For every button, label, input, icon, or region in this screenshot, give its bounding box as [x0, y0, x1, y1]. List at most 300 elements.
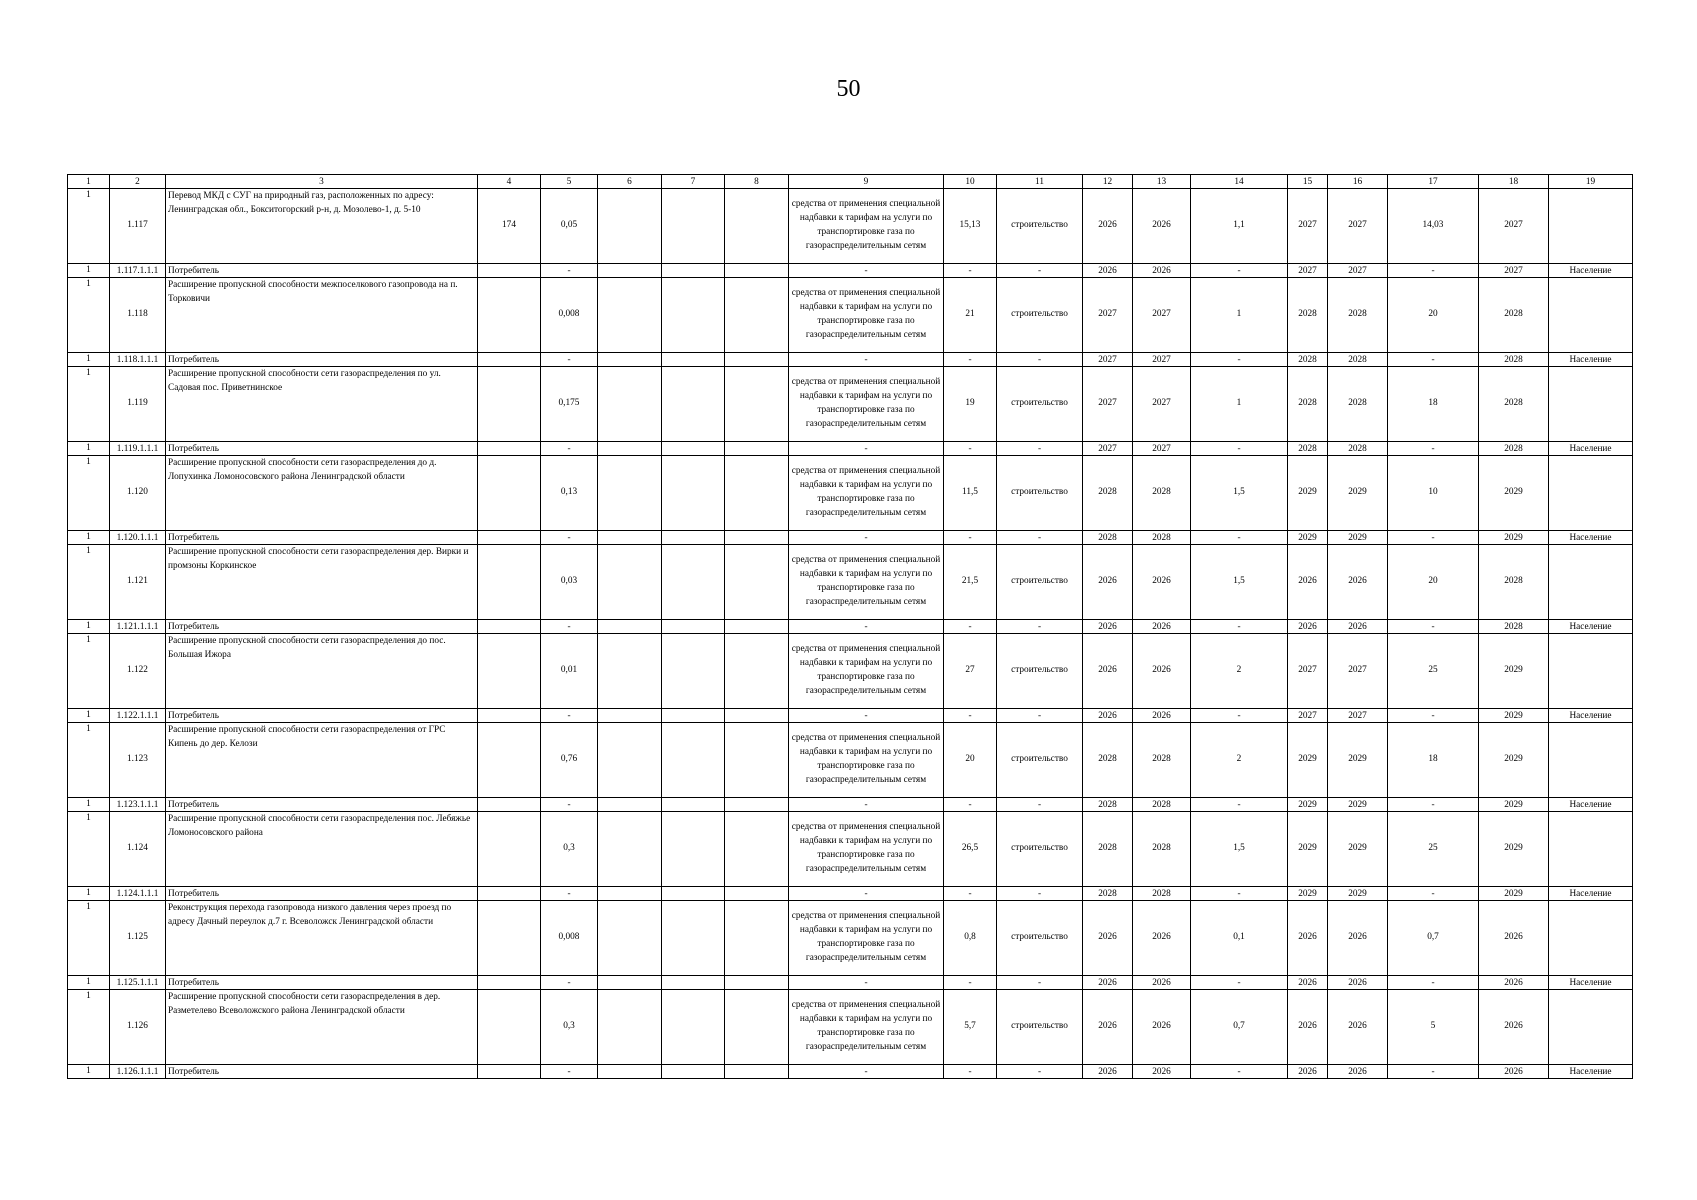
table-cell: -	[789, 887, 944, 901]
table-cell	[478, 278, 541, 353]
table-cell: -	[1388, 264, 1479, 278]
table-cell: 1	[68, 901, 110, 976]
table-cell	[725, 531, 789, 545]
table-cell: -	[541, 620, 598, 634]
table-cell: Население	[1549, 1065, 1633, 1079]
table-cell: -	[1388, 798, 1479, 812]
table-cell: 1,1	[1191, 189, 1288, 264]
table-cell	[725, 189, 789, 264]
table-cell	[478, 634, 541, 709]
table-cell	[598, 634, 662, 709]
table-cell: 2029	[1328, 456, 1388, 531]
table-cell: 27	[944, 634, 997, 709]
table-cell: -	[1388, 887, 1479, 901]
table-row	[68, 367, 1633, 442]
table-cell	[478, 456, 541, 531]
table-cell: 2029	[1479, 709, 1549, 723]
table-cell: 2028	[1083, 723, 1133, 798]
table-cell: 2	[1191, 723, 1288, 798]
table-cell: -	[789, 442, 944, 456]
column-header-14: 14	[1191, 175, 1288, 189]
table-cell: 2029	[1328, 723, 1388, 798]
table-cell	[662, 723, 725, 798]
table-cell: 0,76	[541, 723, 598, 798]
table-cell: 18	[1388, 723, 1479, 798]
table-cell	[598, 976, 662, 990]
table-cell	[662, 1065, 725, 1079]
column-header-19: 19	[1549, 175, 1633, 189]
table-cell: -	[1191, 1065, 1288, 1079]
table-row	[68, 545, 1633, 620]
table-cell: 26,5	[944, 812, 997, 887]
table-cell: -	[1191, 264, 1288, 278]
table-cell	[598, 887, 662, 901]
table-cell: Потребитель	[166, 1065, 478, 1079]
table-cell	[662, 887, 725, 901]
column-header-6: 6	[598, 175, 662, 189]
table-cell: 2029	[1479, 723, 1549, 798]
table-cell: -	[944, 264, 997, 278]
table-cell: 2026	[1083, 901, 1133, 976]
table-cell	[1549, 812, 1633, 887]
table-cell: строительство	[997, 367, 1083, 442]
table-cell: 1.122	[110, 634, 166, 709]
table-cell: 2026	[1133, 709, 1191, 723]
table-cell: 2027	[1328, 264, 1388, 278]
table-cell: 0,03	[541, 545, 598, 620]
table-cell: -	[1191, 976, 1288, 990]
table-cell: Расширение пропускной способности сети газораспределения по ул. Садовая пос. Приветнинское	[166, 367, 478, 442]
table-cell	[662, 278, 725, 353]
table-cell	[1549, 545, 1633, 620]
table-row	[68, 189, 1633, 264]
table-cell: -	[1388, 531, 1479, 545]
table-cell	[662, 456, 725, 531]
table-cell: Потребитель	[166, 709, 478, 723]
table-cell: 2027	[1479, 189, 1549, 264]
table-cell: 2028	[1083, 798, 1133, 812]
table-cell	[662, 634, 725, 709]
table-cell	[725, 976, 789, 990]
table-cell: 2026	[1328, 990, 1388, 1065]
column-header-12: 12	[1083, 175, 1133, 189]
table-cell: Расширение пропускной способности межпоселкового газопровода на п. Торковичи	[166, 278, 478, 353]
table-cell: 1	[68, 278, 110, 353]
table-cell: строительство	[997, 723, 1083, 798]
table-cell: 2026	[1288, 1065, 1328, 1079]
table-cell	[725, 798, 789, 812]
table-cell: -	[789, 264, 944, 278]
table-cell: 20	[944, 723, 997, 798]
table-cell: -	[789, 798, 944, 812]
table-cell	[662, 189, 725, 264]
table-cell: -	[541, 1065, 598, 1079]
table-cell: 1	[68, 812, 110, 887]
table-cell: -	[789, 620, 944, 634]
table-cell: Население	[1549, 709, 1633, 723]
table-cell: 15,13	[944, 189, 997, 264]
table-cell	[478, 531, 541, 545]
table-cell: 2026	[1328, 620, 1388, 634]
table-cell: 2028	[1328, 367, 1388, 442]
table-cell: -	[541, 353, 598, 367]
table-cell: 0,05	[541, 189, 598, 264]
table-cell: -	[944, 798, 997, 812]
table-cell: 0,008	[541, 278, 598, 353]
column-header-16: 16	[1328, 175, 1388, 189]
table-cell	[662, 990, 725, 1065]
table-cell: строительство	[997, 189, 1083, 264]
table-cell: средства от применения специальной надбавки к тарифам на услуги по транспортировке газа по газораспределительным сетям	[789, 456, 944, 531]
table-cell: 2029	[1328, 798, 1388, 812]
column-header-9: 9	[789, 175, 944, 189]
table-cell: 2028	[1328, 278, 1388, 353]
table-cell: 2026	[1133, 264, 1191, 278]
table-cell: -	[997, 620, 1083, 634]
column-header-11: 11	[997, 175, 1083, 189]
table-cell: 2026	[1328, 1065, 1388, 1079]
table-subrow	[68, 353, 1633, 367]
table-cell: 2027	[1083, 353, 1133, 367]
table-cell: 14,03	[1388, 189, 1479, 264]
table-cell: 2027	[1133, 353, 1191, 367]
table-cell	[662, 442, 725, 456]
table-cell: строительство	[997, 278, 1083, 353]
table-cell	[598, 353, 662, 367]
table-cell: 2026	[1288, 620, 1328, 634]
table-cell: 2026	[1479, 1065, 1549, 1079]
table-row	[68, 278, 1633, 353]
table-cell: Расширение пропускной способности сети газораспределения до пос. Большая Ижора	[166, 634, 478, 709]
table-cell: 1	[1191, 367, 1288, 442]
table-cell: Потребитель	[166, 887, 478, 901]
table-cell	[725, 353, 789, 367]
investment-table	[67, 174, 1633, 1079]
table-cell	[478, 620, 541, 634]
table-cell: 18	[1388, 367, 1479, 442]
table-cell: 2027	[1083, 442, 1133, 456]
table-cell: -	[1191, 887, 1288, 901]
table-subrow	[68, 531, 1633, 545]
table-cell: 2027	[1288, 634, 1328, 709]
table-cell: Население	[1549, 531, 1633, 545]
table-cell: Расширение пропускной способности сети газораспределения от ГРС Кипень до дер. Келози	[166, 723, 478, 798]
table-cell: 2027	[1328, 189, 1388, 264]
table-cell: 2026	[1133, 990, 1191, 1065]
table-cell: 0,01	[541, 634, 598, 709]
table-cell: 2029	[1288, 812, 1328, 887]
table-cell: 1	[68, 1065, 110, 1079]
table-cell: 0,008	[541, 901, 598, 976]
column-header-18: 18	[1479, 175, 1549, 189]
table-subrow	[68, 709, 1633, 723]
table-cell: -	[1388, 353, 1479, 367]
table-cell: 21	[944, 278, 997, 353]
table-cell: -	[541, 264, 598, 278]
table-cell	[1549, 367, 1633, 442]
table-cell: -	[944, 353, 997, 367]
table-cell: 1.125	[110, 901, 166, 976]
table-cell	[725, 278, 789, 353]
table-cell: 2028	[1479, 278, 1549, 353]
table-cell: 2028	[1288, 353, 1328, 367]
table-cell: 2028	[1083, 887, 1133, 901]
table-cell: 1	[68, 709, 110, 723]
column-header-2: 2	[110, 175, 166, 189]
table-cell: 2029	[1479, 531, 1549, 545]
table-cell: 1,5	[1191, 545, 1288, 620]
table-cell	[662, 264, 725, 278]
table-cell	[1549, 901, 1633, 976]
table-cell: средства от применения специальной надбавки к тарифам на услуги по транспортировке газа по газораспределительным сетям	[789, 634, 944, 709]
table-cell	[598, 456, 662, 531]
table-cell: -	[944, 531, 997, 545]
table-cell: 2028	[1083, 531, 1133, 545]
table-cell: 2027	[1328, 709, 1388, 723]
table-cell: -	[997, 353, 1083, 367]
table-cell: 1.118.1.1.1	[110, 353, 166, 367]
column-header-17: 17	[1388, 175, 1479, 189]
table-cell: 2029	[1288, 887, 1328, 901]
table-cell: 1.122.1.1.1	[110, 709, 166, 723]
table-cell: Население	[1549, 442, 1633, 456]
table-cell: -	[944, 1065, 997, 1079]
table-cell: 1	[68, 264, 110, 278]
table-cell	[478, 901, 541, 976]
table-cell: 2029	[1479, 887, 1549, 901]
table-cell: Потребитель	[166, 353, 478, 367]
table-cell: -	[997, 442, 1083, 456]
table-cell	[478, 976, 541, 990]
table-cell: 2026	[1328, 901, 1388, 976]
table-cell: строительство	[997, 456, 1083, 531]
table-cell: 1.120.1.1.1	[110, 531, 166, 545]
column-header-15: 15	[1288, 175, 1328, 189]
table-cell: 2028	[1083, 812, 1133, 887]
table-cell	[598, 531, 662, 545]
table-cell	[725, 990, 789, 1065]
table-cell: -	[1191, 798, 1288, 812]
table-cell: 0,8	[944, 901, 997, 976]
table-cell	[1549, 634, 1633, 709]
table-cell: 2028	[1133, 531, 1191, 545]
table-row	[68, 901, 1633, 976]
table-cell	[478, 264, 541, 278]
table-cell: 2029	[1288, 531, 1328, 545]
table-cell: 1.126	[110, 990, 166, 1065]
table-cell: -	[541, 976, 598, 990]
table-cell: 2029	[1479, 456, 1549, 531]
table-cell	[662, 798, 725, 812]
table-cell	[1549, 456, 1633, 531]
table-cell: 2026	[1288, 901, 1328, 976]
table-row	[68, 634, 1633, 709]
table-subrow	[68, 887, 1633, 901]
table-cell: Потребитель	[166, 798, 478, 812]
table-cell: 1	[68, 976, 110, 990]
table-cell	[1549, 189, 1633, 264]
table-cell: Население	[1549, 620, 1633, 634]
table-cell: -	[789, 353, 944, 367]
table-cell: 2026	[1328, 545, 1388, 620]
table-cell: 2026	[1479, 976, 1549, 990]
column-header-5: 5	[541, 175, 598, 189]
table-cell: 20	[1388, 278, 1479, 353]
table-cell: 11,5	[944, 456, 997, 531]
table-cell: 1.123	[110, 723, 166, 798]
table-row	[68, 456, 1633, 531]
table-cell: 5,7	[944, 990, 997, 1065]
table-cell: средства от применения специальной надбавки к тарифам на услуги по транспортировке газа по газораспределительным сетям	[789, 367, 944, 442]
table-cell: Расширение пропускной способности сети газораспределения пос. Лебяжье Ломоносовского района	[166, 812, 478, 887]
column-header-7: 7	[662, 175, 725, 189]
table-cell	[725, 442, 789, 456]
table-cell	[662, 812, 725, 887]
table-cell	[598, 812, 662, 887]
table-cell: 2027	[1288, 264, 1328, 278]
table-cell	[1549, 723, 1633, 798]
table-cell: 2029	[1328, 812, 1388, 887]
table-cell: -	[789, 1065, 944, 1079]
table-cell: 2028	[1479, 353, 1549, 367]
table-cell: 2027	[1083, 278, 1133, 353]
table-row	[68, 812, 1633, 887]
table-body	[68, 175, 1633, 1079]
table-cell: 2029	[1479, 798, 1549, 812]
table-cell: -	[1388, 1065, 1479, 1079]
table-cell: 2029	[1479, 812, 1549, 887]
table-cell: 1.118	[110, 278, 166, 353]
table-cell	[662, 976, 725, 990]
table-cell: -	[1191, 353, 1288, 367]
table-cell: 2027	[1133, 367, 1191, 442]
table-cell: -	[997, 531, 1083, 545]
table-cell: 2026	[1083, 264, 1133, 278]
table-cell: 1.124.1.1.1	[110, 887, 166, 901]
table-cell: строительство	[997, 545, 1083, 620]
table-cell: 1	[68, 442, 110, 456]
table-cell	[478, 798, 541, 812]
table-cell: 2026	[1083, 709, 1133, 723]
table-subrow	[68, 620, 1633, 634]
table-cell: средства от применения специальной надбавки к тарифам на услуги по транспортировке газа по газораспределительным сетям	[789, 278, 944, 353]
table-cell: 21,5	[944, 545, 997, 620]
table-cell: -	[1388, 442, 1479, 456]
table-cell	[478, 1065, 541, 1079]
table-cell: 1.126.1.1.1	[110, 1065, 166, 1079]
table-cell: 1	[1191, 278, 1288, 353]
table-cell: 2026	[1083, 1065, 1133, 1079]
table-cell: 1	[68, 353, 110, 367]
table-cell: -	[1388, 709, 1479, 723]
table-cell: 2026	[1288, 976, 1328, 990]
table-cell: -	[1191, 620, 1288, 634]
table-cell: -	[789, 976, 944, 990]
column-header-8: 8	[725, 175, 789, 189]
table-cell	[478, 990, 541, 1065]
table-cell: -	[944, 442, 997, 456]
table-cell	[662, 531, 725, 545]
table-cell	[598, 189, 662, 264]
table-cell: Потребитель	[166, 620, 478, 634]
table-cell: 2027	[1083, 367, 1133, 442]
table-cell: 2029	[1328, 887, 1388, 901]
table-cell: средства от применения специальной надбавки к тарифам на услуги по транспортировке газа по газораспределительным сетям	[789, 723, 944, 798]
column-header-1: 1	[68, 175, 110, 189]
table-cell: -	[997, 709, 1083, 723]
table-cell	[725, 1065, 789, 1079]
table-cell: 1.119	[110, 367, 166, 442]
table-cell: 2028	[1288, 442, 1328, 456]
table-cell: 2028	[1328, 353, 1388, 367]
table-cell: 1,5	[1191, 812, 1288, 887]
table-cell: Население	[1549, 976, 1633, 990]
table-cell: 1	[68, 887, 110, 901]
table-subrow	[68, 1065, 1633, 1079]
table-row	[68, 990, 1633, 1065]
table-row	[68, 723, 1633, 798]
table-cell: 2026	[1133, 1065, 1191, 1079]
table-cell	[1549, 990, 1633, 1065]
table-cell: -	[789, 531, 944, 545]
table-cell: 20	[1388, 545, 1479, 620]
table-cell	[598, 620, 662, 634]
table-cell: 0,7	[1388, 901, 1479, 976]
table-subrow	[68, 442, 1633, 456]
table-cell: 19	[944, 367, 997, 442]
table-cell: 2026	[1083, 634, 1133, 709]
table-cell: строительство	[997, 901, 1083, 976]
table-cell: 2028	[1133, 812, 1191, 887]
table-cell: 0,175	[541, 367, 598, 442]
table-cell	[598, 278, 662, 353]
table-cell: 1	[68, 456, 110, 531]
table-cell: 2026	[1133, 545, 1191, 620]
table-cell	[478, 887, 541, 901]
table-cell: средства от применения специальной надбавки к тарифам на услуги по транспортировке газа по газораспределительным сетям	[789, 990, 944, 1065]
table-cell: 2026	[1083, 976, 1133, 990]
table-cell: -	[541, 798, 598, 812]
table-cell: 2	[1191, 634, 1288, 709]
table-cell	[725, 723, 789, 798]
table-cell: 1.117.1.1.1	[110, 264, 166, 278]
table-cell	[598, 264, 662, 278]
table-cell: 1	[68, 545, 110, 620]
table-cell: 2027	[1288, 709, 1328, 723]
table-cell: 2028	[1288, 367, 1328, 442]
table-cell: 10	[1388, 456, 1479, 531]
table-cell	[662, 367, 725, 442]
table-cell: Население	[1549, 353, 1633, 367]
table-cell: Население	[1549, 264, 1633, 278]
table-cell: средства от применения специальной надбавки к тарифам на услуги по транспортировке газа по газораспределительным сетям	[789, 189, 944, 264]
table-cell: Население	[1549, 887, 1633, 901]
table-cell: 2026	[1133, 634, 1191, 709]
table-cell	[725, 367, 789, 442]
table-cell	[725, 812, 789, 887]
table-cell: средства от применения специальной надбавки к тарифам на услуги по транспортировке газа по газораспределительным сетям	[789, 545, 944, 620]
table-cell: 1.120	[110, 456, 166, 531]
table-subrow	[68, 798, 1633, 812]
table-cell	[725, 901, 789, 976]
table-cell	[662, 709, 725, 723]
table-cell: -	[944, 620, 997, 634]
table-cell: строительство	[997, 812, 1083, 887]
table-cell: -	[1191, 442, 1288, 456]
table-cell: 1.121.1.1.1	[110, 620, 166, 634]
table-cell: Реконструкция перехода газопровода низкого давления через проезд по адресу Дачный переулок д.7 г. Всеволожск Ленинградской области	[166, 901, 478, 976]
table-cell: 2026	[1479, 990, 1549, 1065]
